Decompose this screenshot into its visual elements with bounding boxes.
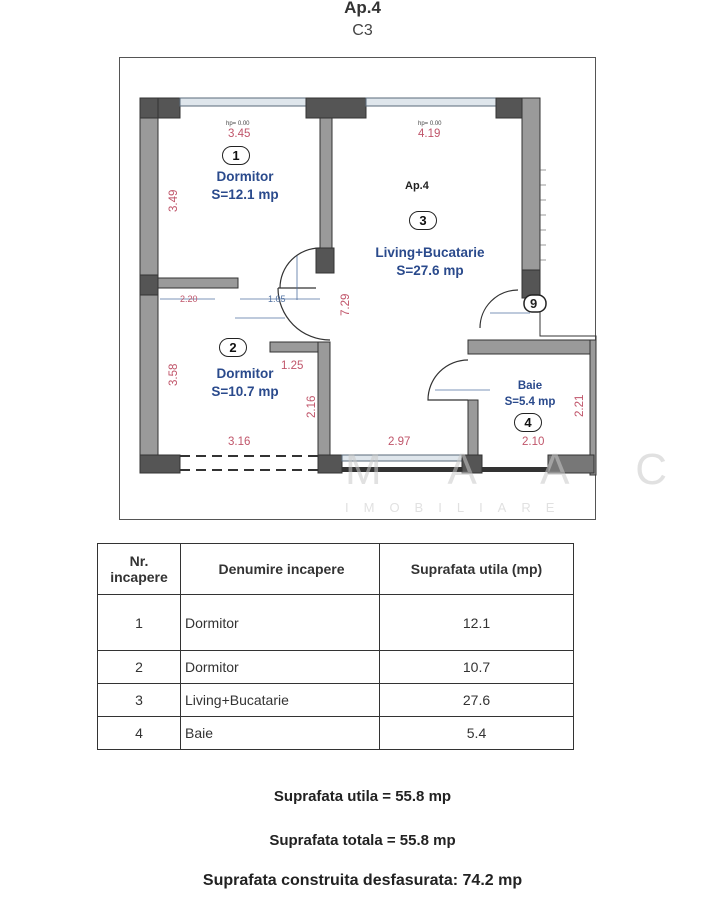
cell-name: Dormitor xyxy=(181,651,380,684)
table-row xyxy=(98,651,574,684)
room1-label xyxy=(190,168,300,204)
summary-utila: Suprafata utila = 55.8 mp xyxy=(273,788,452,805)
room1-height-dim: 3.49 xyxy=(168,189,180,212)
cell-area: 12.1 xyxy=(380,595,574,651)
corridor-left-dim: 2.20 xyxy=(180,294,198,304)
cell-name: Dormitor xyxy=(181,595,380,651)
cell-name: Living+Bucatarie xyxy=(181,684,380,717)
header-name: Denumire incapere xyxy=(181,544,380,595)
room4-height-dim: 2.21 xyxy=(574,394,586,417)
wall2-height-dim: 2.16 xyxy=(306,395,318,418)
room1-width-dim: 3.45 xyxy=(228,128,251,140)
room4-number-badge: 4 xyxy=(514,413,542,432)
watermark-text: IMOBILIARE xyxy=(345,500,570,515)
marker-9: 9 xyxy=(530,296,538,311)
cell-name: Baie xyxy=(181,717,380,750)
room1-number-badge: 1 xyxy=(222,146,250,165)
room4-label xyxy=(490,378,570,410)
header-area: Suprafata utila (mp) xyxy=(380,544,574,595)
room3-label xyxy=(360,244,500,280)
room3-width-dim: 4.19 xyxy=(418,128,441,140)
room2-height-dim: 3.58 xyxy=(168,363,180,386)
room3-name: Living+Bucatarie xyxy=(375,245,485,260)
room2-width-dim: 3.16 xyxy=(228,436,251,448)
watermark-logo: M A A C xyxy=(345,445,696,494)
table-row xyxy=(98,717,574,750)
door1-dim: 1.05 xyxy=(268,294,286,304)
apartment-label: Ap.4 xyxy=(405,180,429,192)
cell-nr: 2 xyxy=(98,651,181,684)
wall2-dim: 1.25 xyxy=(281,360,304,372)
page-subtitle: C3 xyxy=(352,22,373,39)
room2-label xyxy=(190,365,300,401)
room3-area: S=27.6 mp xyxy=(396,263,464,278)
room3-height-dim: 7.29 xyxy=(340,293,352,316)
cell-area: 27.6 xyxy=(380,684,574,717)
cell-nr: 3 xyxy=(98,684,181,717)
living-bottom-dim: 2.97 xyxy=(388,436,411,448)
room4-area: S=5.4 mp xyxy=(504,396,556,408)
room1-level: hp= 0.00 xyxy=(226,121,250,127)
room4-width-dim: 2.10 xyxy=(522,436,545,448)
summary-construita: Suprafata construita desfasurata: 74.2 mp xyxy=(202,872,523,889)
room4-name: Baie xyxy=(517,380,543,392)
header-nr: Nr. incapere xyxy=(98,544,181,595)
summary-totala: Suprafata totala = 55.8 mp xyxy=(269,832,456,849)
room3-number-badge: 3 xyxy=(409,211,437,230)
room1-name: Dormitor xyxy=(216,169,274,184)
cell-nr: 4 xyxy=(98,717,181,750)
room1-area: S=12.1 mp xyxy=(211,187,279,202)
table-header-row xyxy=(98,544,574,595)
table-row xyxy=(98,595,574,651)
cell-area: 10.7 xyxy=(380,651,574,684)
page-title: Ap.4 xyxy=(344,0,381,17)
table-row xyxy=(98,684,574,717)
room2-area: S=10.7 mp xyxy=(211,384,279,399)
room2-number-badge: 2 xyxy=(219,338,247,357)
rooms-table xyxy=(97,543,574,750)
room3-level: hp= 0.00 xyxy=(418,121,442,127)
cell-nr: 1 xyxy=(98,595,181,651)
room2-name: Dormitor xyxy=(216,366,274,381)
cell-area: 5.4 xyxy=(380,717,574,750)
